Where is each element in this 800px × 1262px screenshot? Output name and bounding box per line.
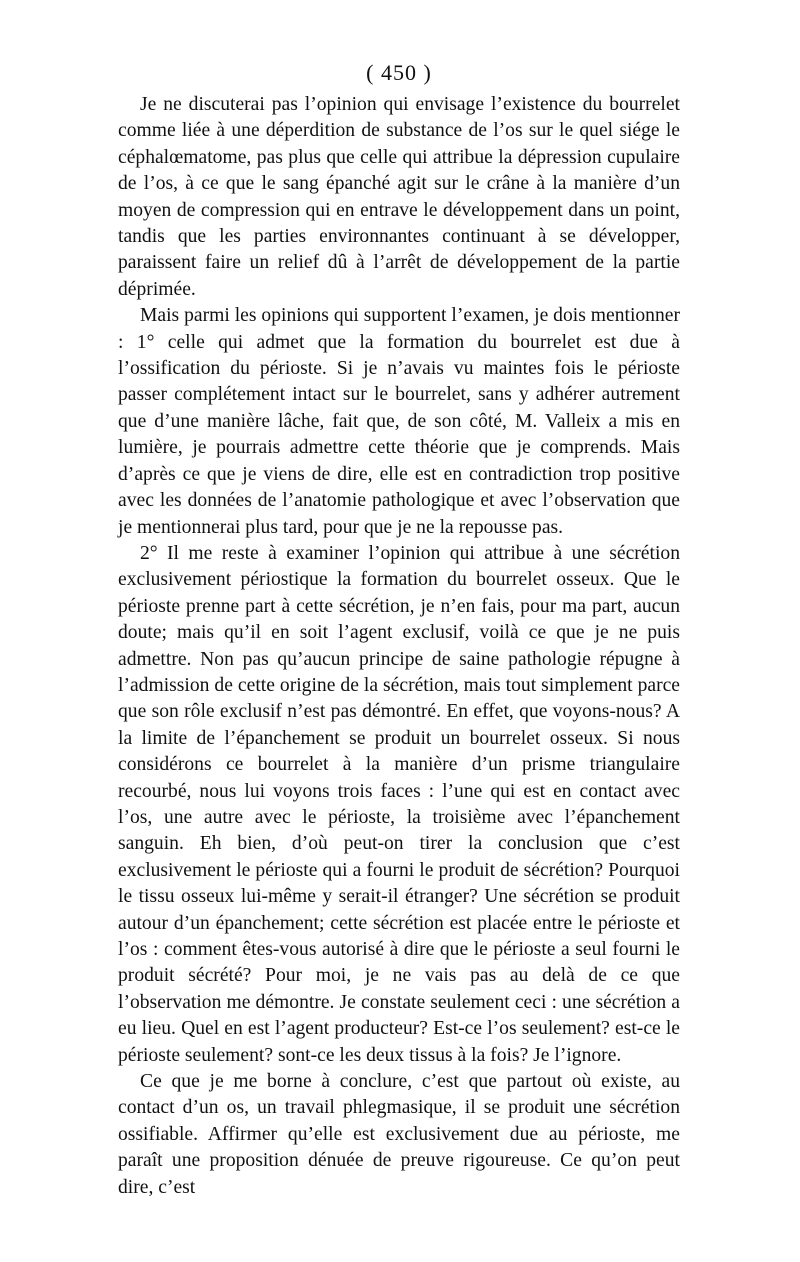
paragraph-1: Je ne discuterai pas l’opinion qui envisage l’existence du bourrelet comme liée à une déperdition de substance de l’os sur le quel siége le céphalœmatome, pas plus que celle qui attribue la dépression cupulaire de l’os, à ce que le sang épanché agit sur le crâne à la manière d’un moyen de compression qui en entrave le développement dans un point, tandis que les parties environnantes continuant à se développer, paraissent faire un relief dû à l’arrêt de développement de la partie déprimée. (118, 94, 680, 300)
paragraph-3: 2° Il me reste à examiner l’opinion qui attribue à une sécrétion exclusivement périostique la formation du bourrelet osseux. Que le périoste prenne part à cette sécrétion, je n’en fais, pour ma part, aucun doute; mais qu’il en soit l’agent exclusif, voilà ce que je ne puis admettre. Non pas qu’aucun principe de saine pathologie répugne à l’admission de cette origine de la sécrétion, mais tout simplement parce que son rôle exclusif n’est pas démontré. En effet, que voyons-nous? A la limite de l’épanchement se produit un bourrelet osseux. Si nous considérons ce bourrelet à la manière d’un prisme triangulaire recourbé, nous lui voyons trois faces : l’une qui est en contact avec l’os, une autre avec le périoste, la troisième avec l’épanchement sanguin. Eh bien, d’où peut-on tirer la conclusion que c’est exclusivement le périoste qui a fourni le produit de sécrétion? Pourquoi le tissu osseux lui-même y serait-il étranger? Une sécrétion se produit autour d’un épanchement; cette sécrétion est placée entre le périoste et l’os : comment êtes-vous autorisé à dire que le périoste a seul fourni le produit sécrété? Pour moi, je ne vais pas au delà de ce que l’observation me démontre. Je constate seulement ceci : une sécrétion a eu lieu. Quel en est l’agent producteur? Est-ce l’os seulement? est-ce le périoste seulement? sont-ce les deux tissus à la fois? Je l’ignore. (118, 542, 680, 1066)
paragraph-4: Ce que je me borne à conclure, c’est que partout où existe, au contact d’un os, un travail phlegmasique, il se produit une sécrétion ossifiable. Affirmer qu’elle est exclusivement due au périoste, me paraît une proposition dénuée de preuve rigoureuse. Ce qu’on peut dire, c’est (118, 1071, 680, 1198)
book-page (118, 58, 680, 1201)
page-number: ( 450 ) (366, 60, 432, 85)
paragraph-2: Mais parmi les opinions qui supportent l’examen, je dois mentionner : 1° celle qui admet que la formation du bourrelet est due à l’ossification du périoste. Si je n’avais vu maintes fois le périoste passer complétement intact sur le bourrelet, sans y adhérer autrement que d’une manière lâche, fait que, de son côté, M. Valleix a mis en lumière, je pourrais admettre cette théorie que je comprends. Mais d’après ce que je viens de dire, elle est en contradiction trop positive avec les données de l’anatomie pathologique et avec l’observation que je mentionnerai plus tard, pour que je ne la repousse pas. (118, 305, 680, 538)
